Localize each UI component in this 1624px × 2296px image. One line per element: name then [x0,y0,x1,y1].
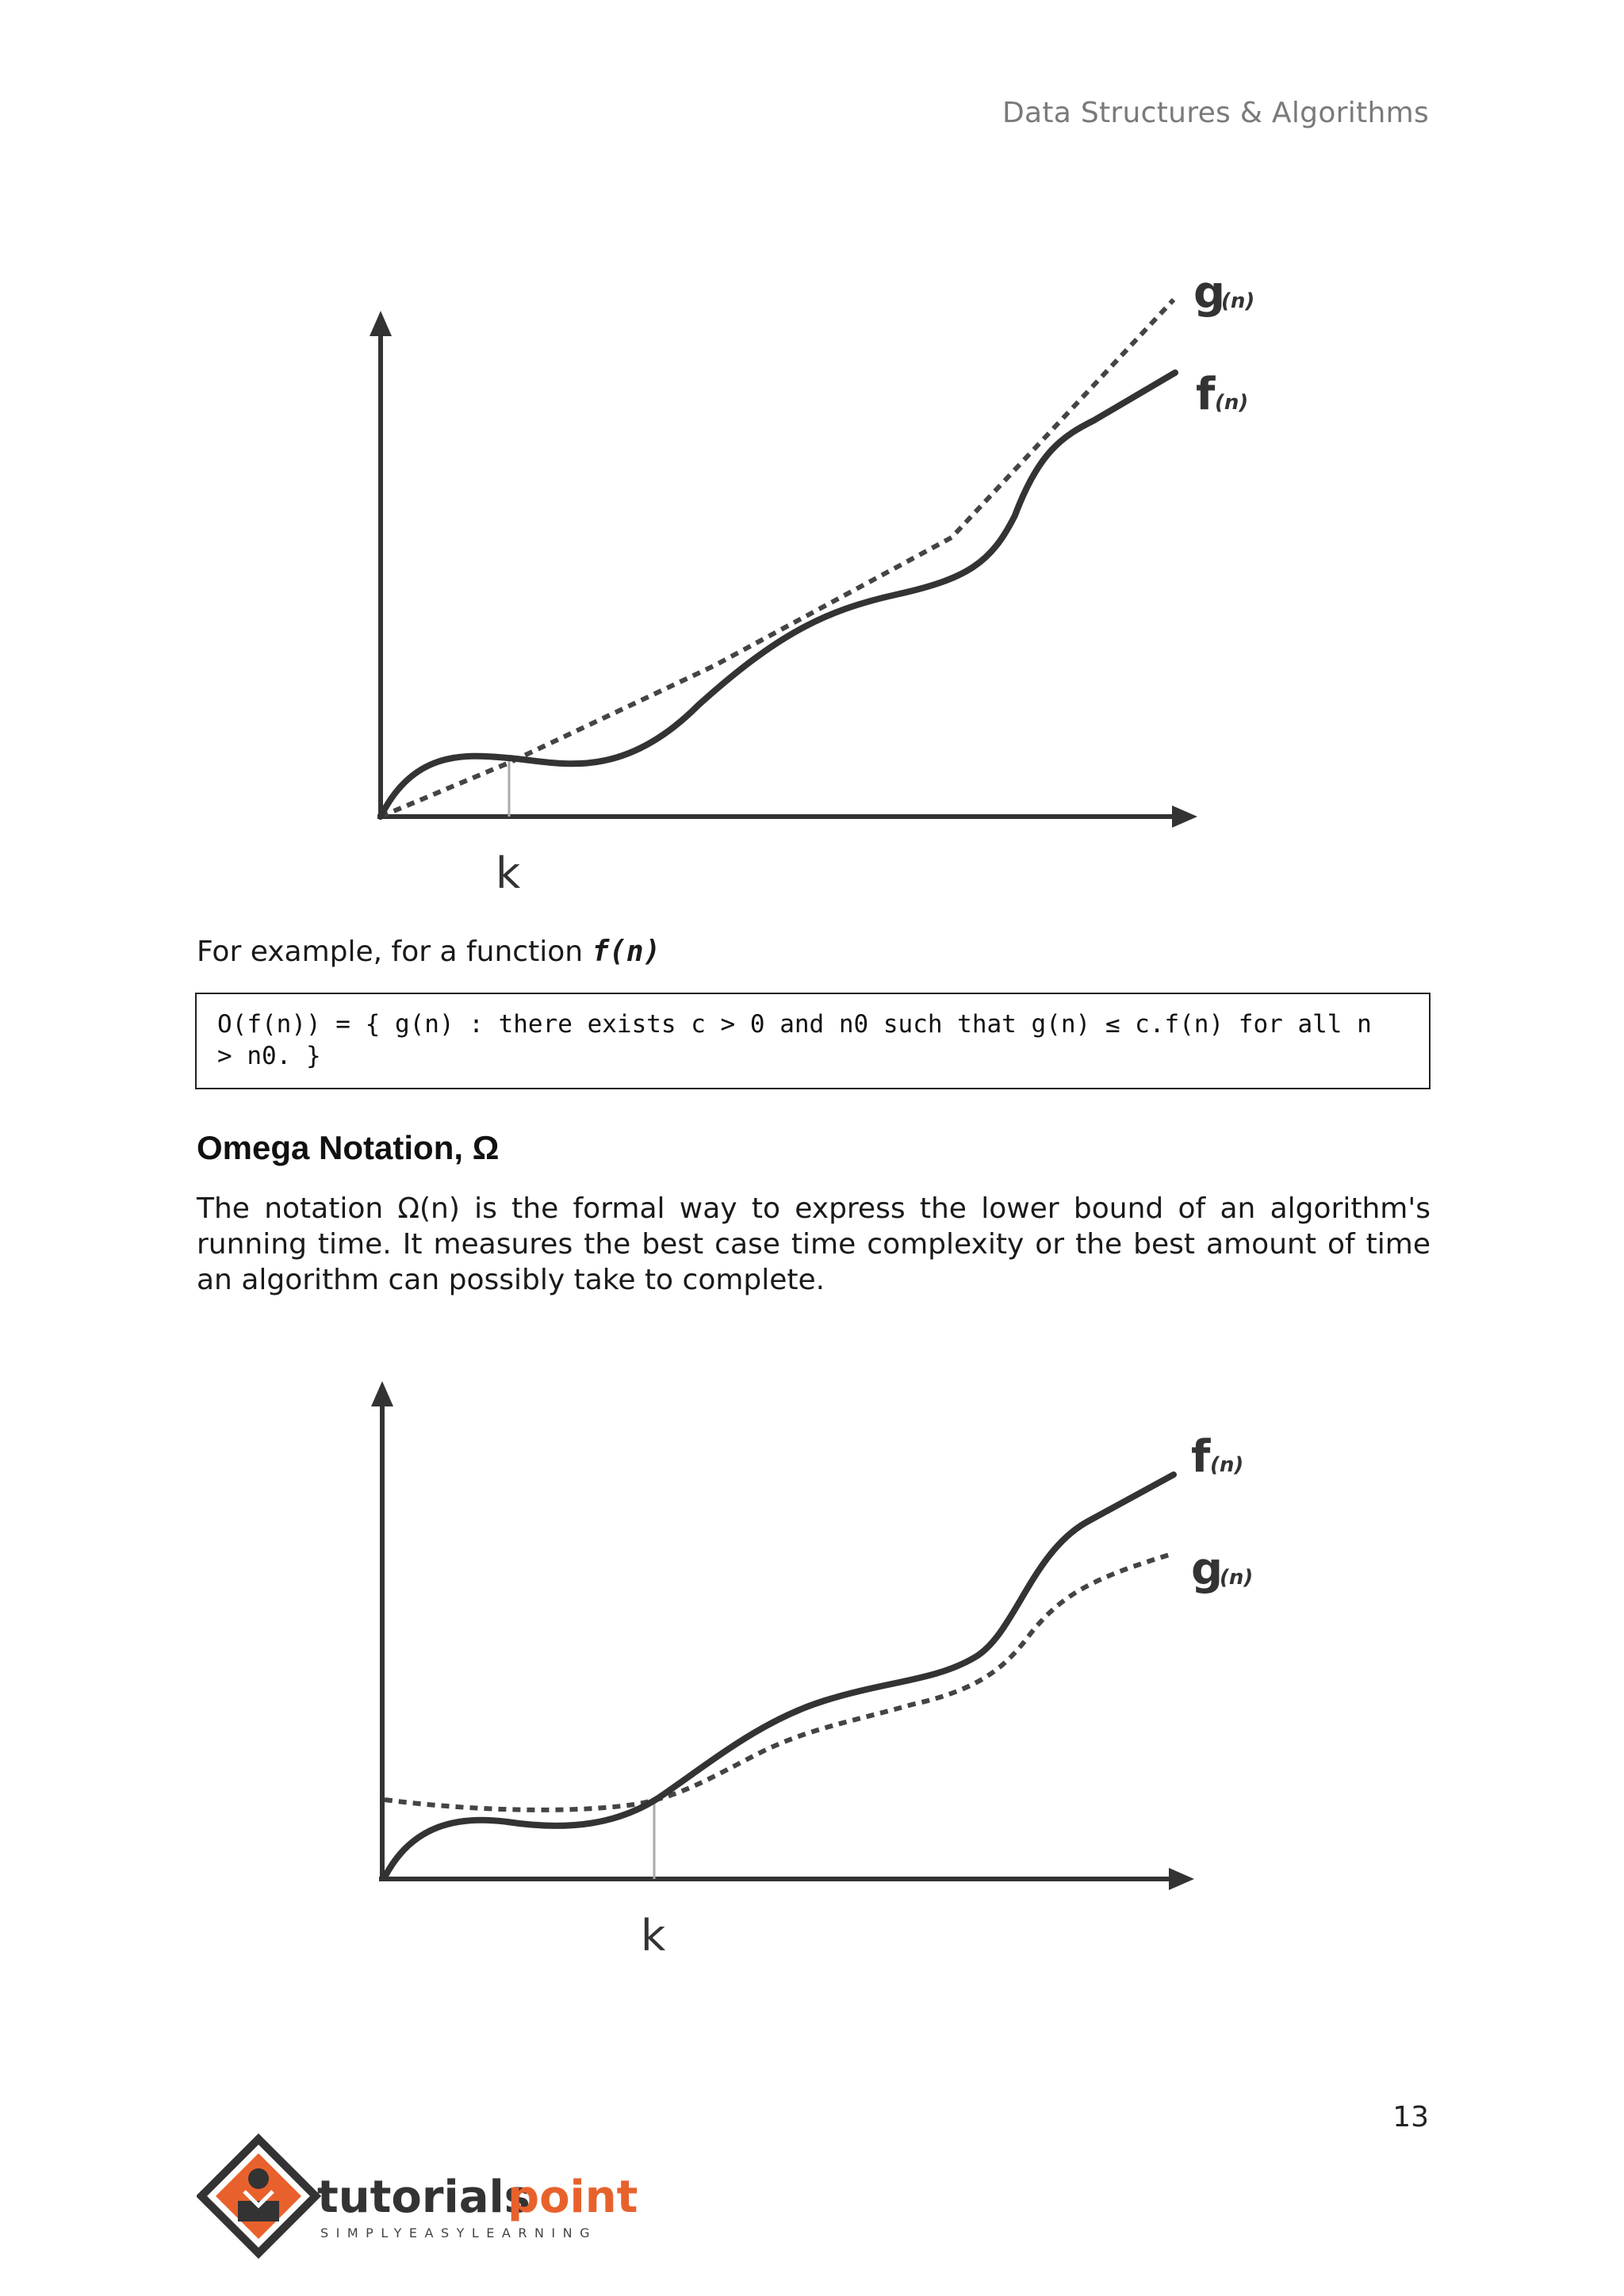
omega-figure [0,1364,1624,1974]
omega-graph [0,1364,1624,1974]
curve-g-label: g [1193,267,1226,319]
curve-g-subscript: (n) [1220,1566,1254,1590]
curve-g [385,1554,1172,1810]
threshold-label: k [641,1911,666,1961]
logo-word-point: point [508,2172,638,2223]
code-block: O(f(n)) = { g(n) : there exists c > 0 and n0 such that g(n) ≤ c.f(n) for all n > n0. } [195,993,1431,1089]
x-axis-arrow-icon [1172,806,1197,828]
logo-tagline: SIMPLYEASYLEARNING [320,2225,598,2241]
example-function-name: f(n) [592,936,661,968]
curve-f-subscript: (n) [1210,1453,1244,1477]
threshold-label: k [496,848,521,898]
big-o-graph [0,262,1624,920]
curve-g-label: g [1191,1544,1224,1595]
curve-f [385,1475,1174,1877]
logo-graphic [197,2133,641,2275]
running-header: Data Structures & Algorithms [1002,97,1429,129]
page-number: 13 [1392,2101,1429,2133]
omega-paragraph: The notation Ω(n) is the formal way to express the lower bound of an algorithm's running time. It measures the best case time complexity or the best amount of time an algorithm can possibly take to complete. [197,1192,1431,1296]
curve-f-subscript: (n) [1215,391,1249,415]
x-axis-arrow-icon [1169,1868,1194,1890]
curve-f-label: f [1196,369,1216,420]
y-axis-arrow-icon [371,1381,393,1406]
logo-word-tutorials: tutorials [317,2172,531,2223]
curve-g [381,300,1174,817]
omega-section-heading: Omega Notation, Ω [197,1129,500,1166]
example-paragraph [197,934,1431,970]
tutorialspoint-logo [197,2133,641,2275]
curve-f [381,373,1175,817]
example-text: For example, for a function [197,936,592,968]
curve-f-label: f [1191,1431,1211,1483]
y-axis-arrow-icon [370,311,392,336]
curve-g-subscript: (n) [1221,289,1255,313]
big-o-figure [0,262,1624,920]
logo-diamond-icon [201,2139,316,2253]
